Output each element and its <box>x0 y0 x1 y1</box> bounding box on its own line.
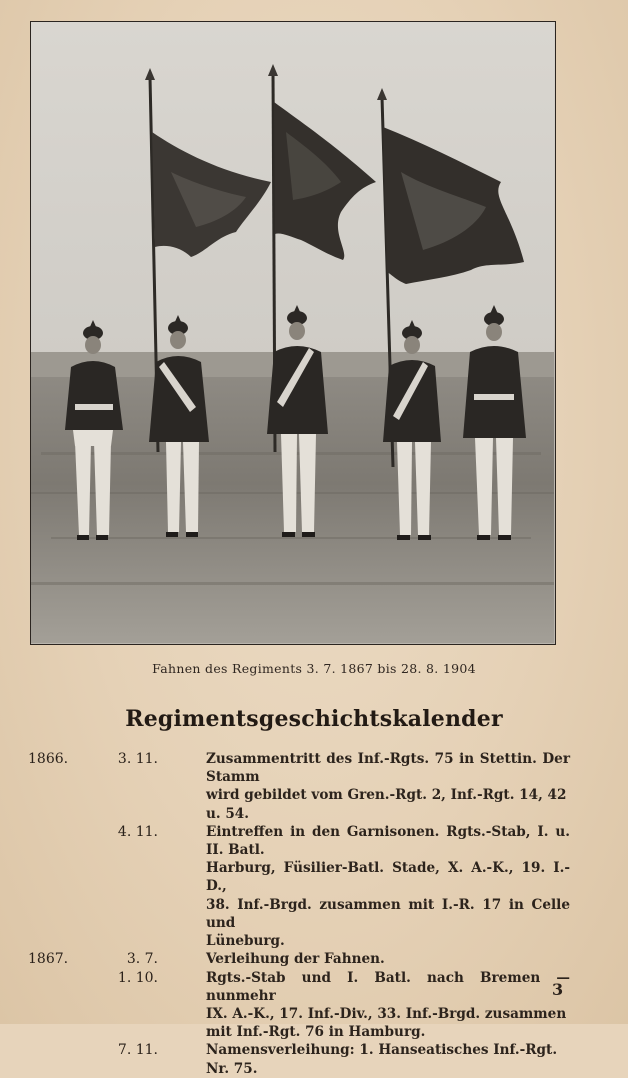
entry-year: 1867. <box>28 951 69 968</box>
calendar-entry <box>28 969 570 1042</box>
regiment-history-calendar <box>28 750 570 1078</box>
entry-line: IX. A.-K., 17. Inf.-Div., 33. Inf.-Brgd. zusammen <box>206 1006 567 1023</box>
entry-line: mit Inf.-Rgt. 76 in Hamburg. <box>206 1024 426 1041</box>
entry-line: Eintreffen in den Garnisonen. Rgts.-Stab, I. u. II. Batl. <box>206 823 570 859</box>
calendar-entry <box>28 950 570 968</box>
entry-year: 1866. <box>28 751 69 767</box>
entry-description <box>166 969 570 1042</box>
entry-line: Zusammentritt des Inf.-Rgts. 75 in Stettin. Der Stamm <box>206 751 570 786</box>
entry-line: Namensverleihung: 1. Hanseatisches Inf.-Rgt. Nr. 75. <box>206 1042 558 1077</box>
photo-illustration <box>31 22 554 643</box>
section-heading: Regimentsgeschichtskalender <box>125 706 503 732</box>
entry-line: Rgts.-Stab und I. Batl. nach Bremen — nunmehr <box>206 969 570 1004</box>
entry-date: 4. 11. <box>117 823 158 840</box>
calendar-entry <box>28 750 570 823</box>
entry-date: 3. 11. <box>117 751 158 767</box>
regiment-flags-photo <box>30 21 556 645</box>
entry-year <box>28 823 68 950</box>
page-number: 3 <box>552 980 564 999</box>
entry-date: 7. 11. <box>117 1042 158 1059</box>
entry-line: Verleihung der Fahnen. <box>206 951 385 968</box>
entry-date: 1. 10. <box>117 969 158 986</box>
entry-description <box>166 750 570 823</box>
calendar-entry <box>28 1041 570 1077</box>
entry-line: 38. Inf.-Brgd. zusammen mit I.-R. 17 in Celle und <box>206 896 570 931</box>
entry-year <box>28 1041 68 1077</box>
entry-description <box>166 950 570 968</box>
entry-date: 3. 7. <box>126 951 158 968</box>
entry-description <box>166 823 570 950</box>
entry-line: Lüneburg. <box>206 933 285 950</box>
photo-caption: Fahnen des Regiments 3. 7. 1867 bis 28. 8. 1904 <box>152 661 476 676</box>
calendar-entry <box>28 823 570 950</box>
entry-year <box>28 969 68 1042</box>
entry-line: wird gebildet vom Gren.-Rgt. 2, Inf.-Rgt. 14, 42 u. 54. <box>206 787 567 822</box>
entry-description <box>166 1041 570 1077</box>
entry-line: Harburg, Füsilier-Batl. Stade, X. A.-K., 19. I.-D., <box>206 860 570 895</box>
